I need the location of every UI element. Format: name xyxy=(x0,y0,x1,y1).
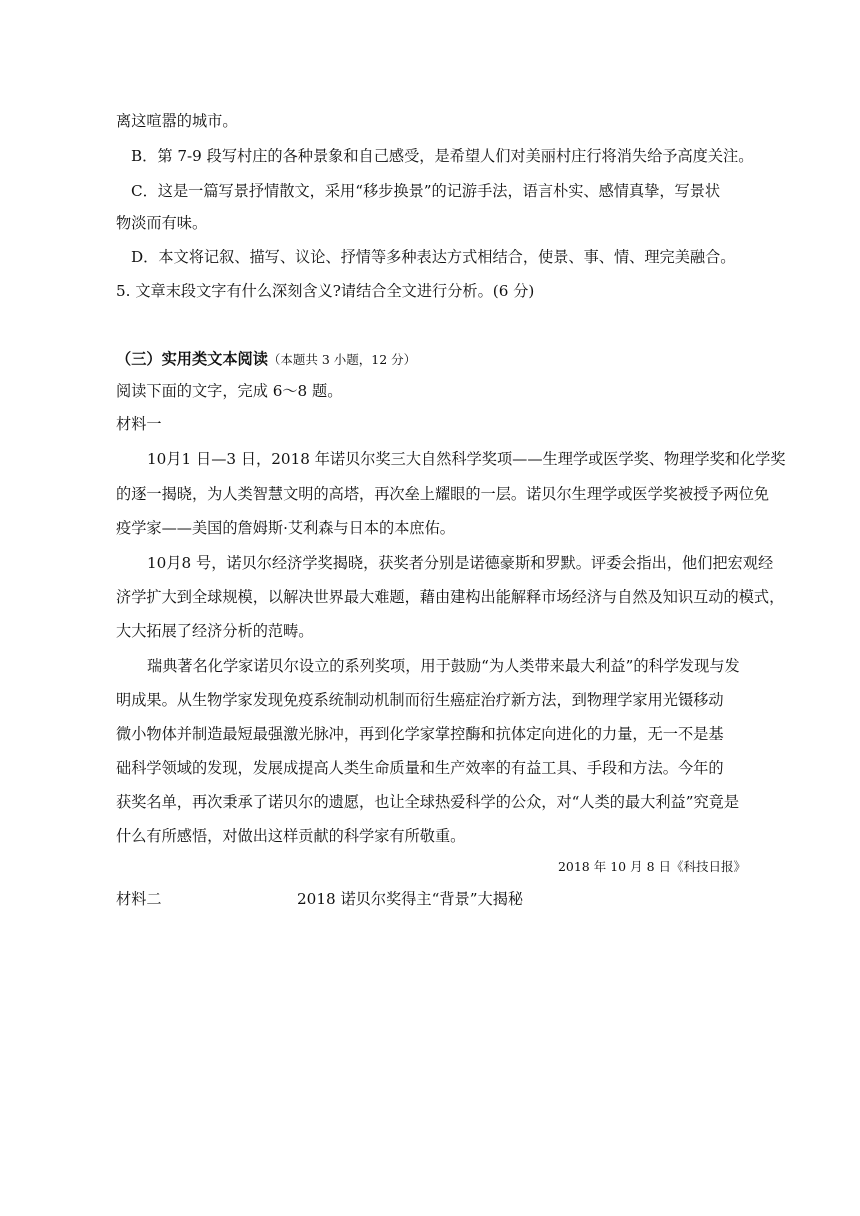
material-1-label: 材料一 xyxy=(116,415,162,433)
paragraph-2-line: 10月8 号，诺贝尔经济学奖揭晓，获奖者分别是诺德豪斯和罗默。评委会指出，他们把宏观经 xyxy=(147,554,774,572)
paragraph-3-line: 获奖名单，再次秉承了诺贝尔的遗愿，也让全球热爱科学的公众，对“人类的最大利益”究竟是 xyxy=(116,793,740,811)
section-heading xyxy=(116,349,416,370)
section-title: （三）实用类文本阅读 xyxy=(116,350,268,368)
paragraph-1-line: 的逐一揭晓，为人类智慧文明的高塔，再次垒上耀眼的一层。诺贝尔生理学或医学奖被授予两位免 xyxy=(116,485,770,503)
option-b: B．第 7-9 段写村庄的各种景象和自己感受，是希望人们对美丽村庄行将消失给予高度关注。 xyxy=(131,147,754,165)
question-5: 5. 文章末段文字有什么深刻含义?请结合全文进行分析。(6 分) xyxy=(116,282,535,300)
text-line: 离这喧嚣的城市。 xyxy=(116,112,238,130)
instruction: 阅读下面的文字，完成 6～8 题。 xyxy=(116,382,343,400)
paragraph-3-line: 明成果。从生物学家发现免疫系统制动机制而衍生癌症治疗新方法，到物理学家用光镊移动 xyxy=(116,691,724,709)
paragraph-3-line: 微小物体并制造最短最强激光脉冲，再到化学家掌控酶和抗体定向进化的力量，无一不是基 xyxy=(116,725,724,743)
paragraph-3-line: 瑞典著名化学家诺贝尔设立的系列奖项，用于鼓励“为人类带来最大利益”的科学发现与发 xyxy=(147,657,740,675)
option-d: D．本文将记叙、描写、议论、抒情等多种表达方式相结合，使景、事、情、理完美融合。 xyxy=(131,248,736,266)
material-2-title: 2018 诺贝尔奖得主“背景”大揭秘 xyxy=(297,890,524,908)
source-citation: 2018 年 10 月 8 日《科技日报》 xyxy=(557,859,746,874)
paragraph-2-line: 大大拓展了经济分析的范畴。 xyxy=(116,622,314,640)
paragraph-1-line: 10月1 日—3 日，2018 年诺贝尔奖三大自然科学奖项——生理学或医学奖、物理学奖和化学奖 xyxy=(147,450,786,468)
paragraph-3-line: 什么有所感悟，对做出这样贡献的科学家有所敬重。 xyxy=(116,827,466,845)
option-c: C．这是一篇写景抒情散文，采用“移步换景”的记游手法，语言朴实、感情真挚，写景状 xyxy=(131,182,721,200)
paragraph-1-line: 疫学家——美国的詹姆斯·艾利森与日本的本庶佑。 xyxy=(116,519,455,537)
material-2-label: 材料二 xyxy=(116,890,162,908)
paragraph-2-line: 济学扩大到全球规模，以解决世界最大难题，藉由建构出能解释市场经济与自然及知识互动的模式， xyxy=(116,588,785,606)
section-note: （本题共 3 小题，12 分） xyxy=(267,352,417,367)
paragraph-3-line: 础科学领域的发现，发展成提高人类生命质量和生产效率的有益工具、手段和方法。今年的 xyxy=(116,759,724,777)
text-line: 物淡而有味。 xyxy=(116,214,208,232)
